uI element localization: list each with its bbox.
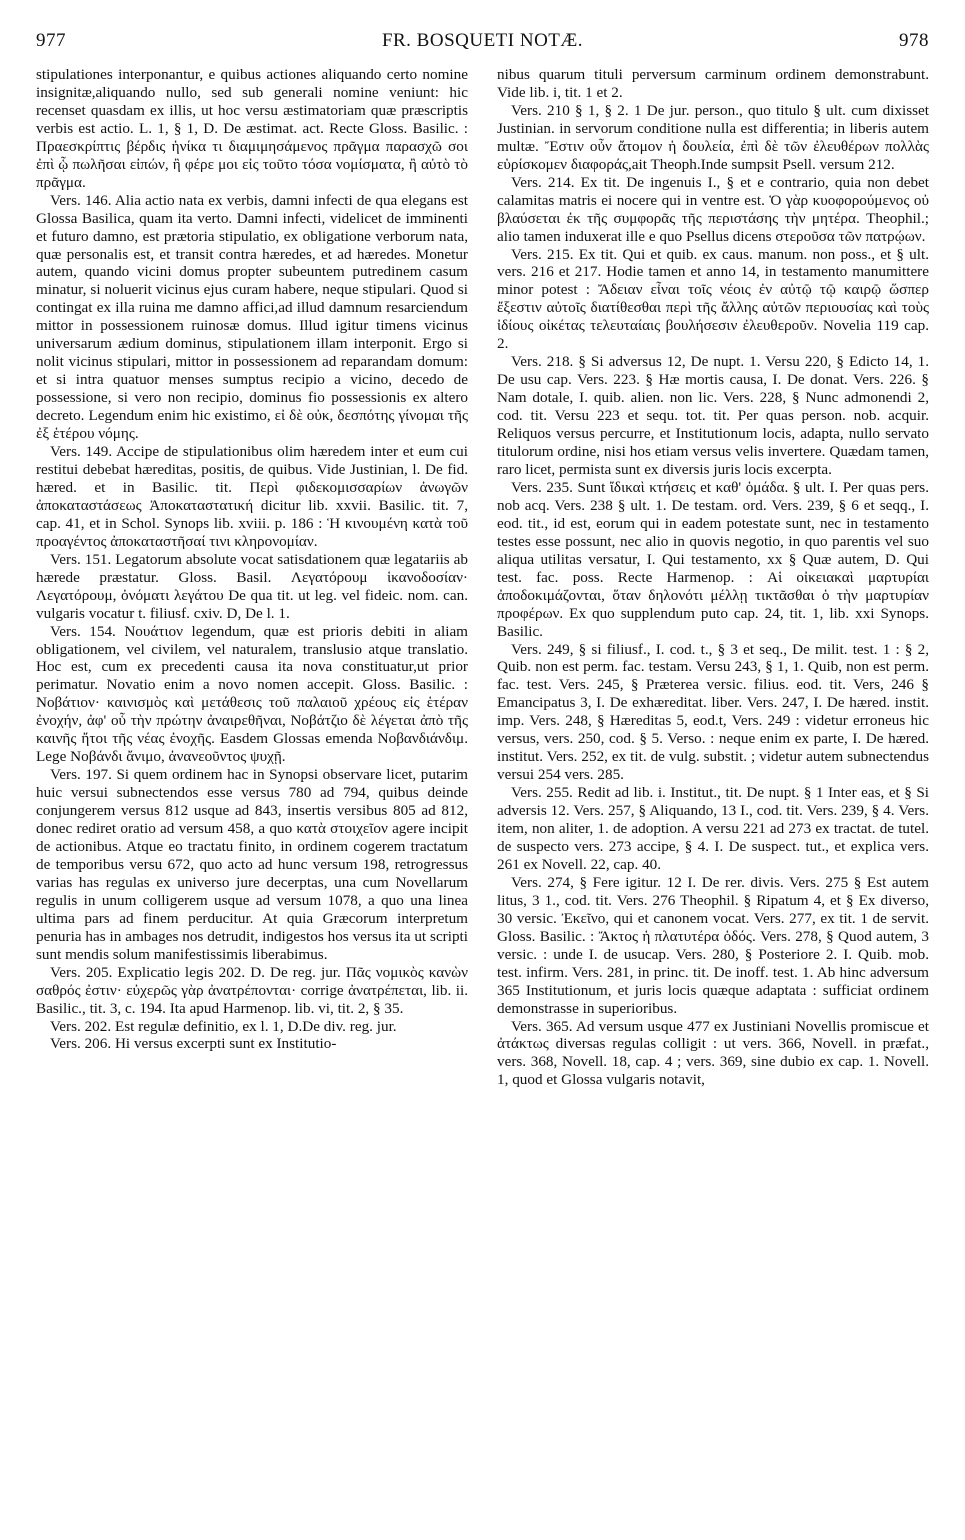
- paragraph: Vers. 151. Legatorum absolute vocat satisdationem quæ legatariis ab hærede præstatur. Gloss. Basil. Λεγατόρουμ ἱκανοδοσίαν· Λεγατόρουμ, ὀνόματι λεγάτου De qua tit. ut leg. vel fideic. nom. can. vulgaris vocatur t. filiusf. cxiv. D, De l. 1.: [36, 550, 468, 622]
- paragraph: Vers. 215. Ex tit. Qui et quib. ex caus. manum. non poss., et § ult. vers. 216 et 217. Hodie tamen et anno 14, in testamento manumittere minor potest : Ἄδειαν εἶναι τοῖς νέοις ἐν αὐτῷ τῷ καιρῷ ὥσπερ ἔξεστιν αὐτοῖς διατίθεσθαι περὶ τῆς ἄλλης αὐτῶν περιουσίας καὶ τοὺς ἰδίους οἰκέτας τελευταίαις βουλήσεσιν ἐλευθεροῦν. Novelia 119 cap. 2.: [497, 245, 929, 353]
- paragraph: Vers. 218. § Si adversus 12, De nupt. 1. Versu 220, § Edicto 14, 1. De usu cap. Vers. 223. § Hæ mortis causa, I. De donat. Vers. 226. § Nam dotale, I. quib. alien. non lic. Vers. 228, § Nunc admonendi 2, cod. tit. Versu 223 et sequ. tot. tit. Per quas person. nob. acquir. Reliquos versus percurre, et Institutionum locis, adapta, nullo servato titulorum ordine, nisi hos etiam versus velis invertere. Quædam tamen, raro licet, permista sunt ex diversis juris locis excerpta.: [497, 353, 929, 478]
- paragraph: nibus quarum tituli perversum carminum ordinem demonstrabunt. Vide lib. i, tit. 1 et 2.: [497, 66, 929, 101]
- paragraph: Vers. 146. Alia actio nata ex verbis, damni infecti de qua elegans est Glossa Basilica, quam ita verto. Damni infecti, videlicet de imminenti et futuro damno, est prætoria stipulatio, ex obligatione verborum nata, quæ personalis est, et transit contra hæredes, et ad hæredes. Monetur autem, quando vicini domus propter subeuntem putredinem casum minatur, si noluerit vicinus ejus curam habere, neque stipulari. Quod si contingat ex illa ruina me damno affici,ad illud damnum resarciendum mittor in possessionem ruinosæ domus. Illud igitur timens vicinus universarum ædium dominus, stipulationem illam interponit. Ergo si nolit vicinus stipulari, mittor in possessionem ad reparandam domum: et si intra quatuor menses sumptus recipio a vicino, decedo de possessione, si vero non recipio, dominus fio possessionis ex altero decreto. Legendum enim hic existimo, εἰ δὲ οὐκ, δεσπότης γίνομαι τῆς ἐξ ἑτέρου νόμης.: [36, 191, 468, 443]
- right-column: [497, 66, 929, 1521]
- paragraph: Vers. 274, § Fere igitur. 12 I. De rer. divis. Vers. 275 § Est autem litus, 3 1., cod. tit. Vers. 276 Theophil. § Ripatum 4, et § Ex diverso, 30 versic. Ἐκεῖνο, qui et canonem vocat. Vers. 277, ex tit. 1 de servit. Gloss. Basilic. : Ἄκτος ἡ πλατυτέρα ὁδός. Vers. 278, § Quod autem, 3 versic. : unde I. de usucap. Vers. 280, § Posteriore 2. I. Quib. mob. test. infirm. Vers. 281, in princ. tit. De inoff. test. 1. Ab hinc adversum 365 Institutionum, et juris locis quæque adaptata : sufficiat ordinem demonstrasse in superioribus.: [497, 873, 929, 1017]
- paragraph: Vers. 197. Si quem ordinem hac in Synopsi observare licet, putarim huic versui subnectendos esse versus 780 ad 794, quibus deinde conjungerem versus 812 usque ad 843, insertis versibus 805 ad 812, donec rediret oratio ad versum 458, a quo κατὰ στοιχεῖον agere incipit de actionibus. Atque eo tractatu finito, in ordinem cogerem tractatum de temporibus versu 672, quo acto ad hunc versum 198, retrogressus varias has regulas ex universo jure decerptas, una cum Novellarum regulis in unum colligerem usque ad versum 1078, a quo una linea ultima pars ad finem perducitur. At quia Græcorum interpretum penuria has in ambages nos detrudit, indigestos hos versus ita ut scripti sunt mendis solum manifestissimis liberabimus.: [36, 766, 468, 963]
- paragraph: Vers. 214. Ex tit. De ingenuis I., § et e contrario, quia non debet calamitas matris ei nocere qui in ventre est. Ὁ γὰρ κυοφορούμενος οὐ βλαύσεται ἐκ τῆς συμφορᾶς τῆς περιστάσης τὴν μητέρα. Theophil.; alio tamen induxerat ille e quo Psellus dicens στεροῦσα τῶν πατρῴων.: [497, 173, 929, 245]
- paragraph: Vers. 365. Ad versum usque 477 ex Justiniani Novellis promiscue et ἀτάκτως diversas regulas colligit : ut vers. 366, Novell. in præfat., vers. 368, Novell. 18, cap. 4 ; vers. 369, sine dubio ex cap. 1. Novell. 1, quod et Glossa vulgaris notavit,: [497, 1017, 929, 1089]
- page-number-left: 977: [36, 30, 66, 51]
- paragraph: stipulationes interponantur, e quibus actiones aliquando certo nomine insignitæ,aliquando nullo, sed sub generali nomine veniunt: hic recenset quasdam ex illis, ut hoc versu æstimatoriam quæ præscriptis verbis est actio. L. 1, § 1, D. De æstimat. act. Recte Gloss. Basilic. : Πραεσκρίπτις βέρδις ἡνίκα τι διαμιμησάμενος πρᾶγμα παρασχῶ σοι ἐπὶ ᾧ πωλῆσαι εἰπών, ἢ φέρε μοι εἰς τοῦτο τόσα νομίσματα, ἢ αὐτὸ τὸ πρᾶγμα.: [36, 66, 468, 191]
- left-column: [36, 66, 468, 1521]
- paragraph: Vers. 149. Accipe de stipulationibus olim hæredem inter et eum cui restitui debebat hæreditas, positis, de quibus. Vide Justinian, l. De fid. hæred. et in Basilic. tit. Περὶ φιδεκομισσαρίων ἀνωγῶν ἀποκαταστάσεως Ἀποκαταστατική dicitur lib. xxvii. Basilic. tit. 7, cap. 41, et in Schol. Synops lib. xviii. p. 186 : Ἡ κινουμένη κατὰ τοῦ προαγέντος ἀποκαταστῆσαί τινι κληρονομίαν.: [36, 443, 468, 550]
- paragraph: Vers. 205. Explicatio legis 202. D. De reg. jur. Πᾶς νομικὸς κανὼν σαθρός ἐστιν· εὐχερῶς γὰρ ἀνατρέπονται· corrige ἀνατρέπεται, lib. ii. Basilic., tit. 3, c. 194. Ita apud Harmenop. lib. vi, tit. 2, § 35.: [36, 963, 468, 1017]
- paragraph: Vers. 202. Est regulæ definitio, ex l. 1, D.De div. reg. jur.: [50, 1017, 397, 1035]
- running-title: FR. BOSQUETI NOTÆ.: [381, 30, 584, 51]
- paragraph: Vers. 255. Redit ad lib. i. Institut., tit. De nupt. § 1 Inter eas, et § Si adversis 12. Vers. 257, § Aliquando, 13 I., cod. tit. Vers. 239, § 4. Vers. item, non aliter, 1. de adoption. A versu 221 ad 273 ex tractat. de tutel. de suspecto vers. 273 accipe, § 4. I. De suspect. tut., et explica vers. 261 ex Novell. 22, cap. 40.: [497, 784, 929, 873]
- paragraph: Vers. 210 § 1, § 2. 1 De jur. person., quo titulo § ult. cum dixisset Justinian. in servorum conditione nulla est differentia; in liberis autem multæ. Ἔστιν οὖν ἄτομον ἡ δουλεία, ἐπὶ δὲ τῶν ἐλευθέρων πολλὰς εὑρίσκομεν διαφοράς,ait Theoph.Inde sumpsit Psell. versum 212.: [497, 101, 929, 173]
- running-header: [36, 30, 929, 54]
- page-number-right: 978: [899, 30, 929, 51]
- paragraph: Vers. 249, § si filiusf., I. cod. t., § 3 et seq., De milit. test. 1 : § 2, Quib. non est perm. fac. testam. Versu 243, § 1, 1. Quib, non est perm. fac. test. Vers. 245, § Præterea versic. filius. eod. tit. Vers, 246 § Emancipatus 3, I. De exhæreditat. liber. Vers. 247, I. De hæred. instit. imp. Vers. 248, § Hæreditas 5, eod.t, Vers. 249 : videtur erroneus hic versus, vers. 250, cod. § 5. Verso. : neque enim ex parte, I. De hæred. institut. Vers. 252, ex tit. de vulg. substit. ; videtur autem subnectendus versui 254 vers. 285.: [497, 640, 929, 784]
- paragraph: Vers. 154. Νουάτιον legendum, quæ est prioris debiti in aliam obligationem, vel civilem, vel naturalem, translusio atque translatio. Hoc est, cum ex precedenti causa ita nova constituatur,ut prior perimatur. Novatio enim a novo nomen accepit. Gloss. Basilic. : Νοβάτιον· καινισμὸς καὶ μετάθεσις τοῦ παλαιοῦ χρέους εἰς ἑτέραν ἐνοχήν, ἀφ' οὗ τὴν πρώτην ἀναιρεθῆναι, Νοβάτζιο δὲ λέγεται ἀπὸ τῆς καινῆς ἤτοι τῆς νέας ἐνοχῆς. Easdem Glossas emenda Νοβανδιάνδιμ. Lege Νοβάνδι ἄνιμο, ἀνανεοῦντος ψυχῇ.: [36, 622, 468, 766]
- paragraph: Vers. 235. Sunt ἴδικαὶ κτήσεις et καθ' ὁμάδα. § ult. I. Per quas pers. nob acq. Vers. 238 § ult. 1. De testam. ord. Vers. 239, § 6 et seqq., I. eod. tit., id est, eorum qui in eadem potestate sunt, nec in testamento testes esse possunt, nec alio in quovis negotio, in quo parentis vel suo aliqua utilitas versatur, I. Qui testamento, xx § Quæ autem, D. Qui test. fac. poss. Recte Harmenop. : Αἱ οἰκειακαὶ μαρτυρίαι ἀποδοκιμάζονται, ὅταν δηλονότι μέλλῃ τικτᾶσθαι ὁ τὴν μαρτυρίαν προφέρων. Ex quo supplendum puto cap. 24, tit. 1, lib. xxi Synops. Basilic.: [497, 478, 929, 640]
- paragraph: Vers. 206. Hi versus excerpti sunt ex Institutio-: [50, 1035, 337, 1053]
